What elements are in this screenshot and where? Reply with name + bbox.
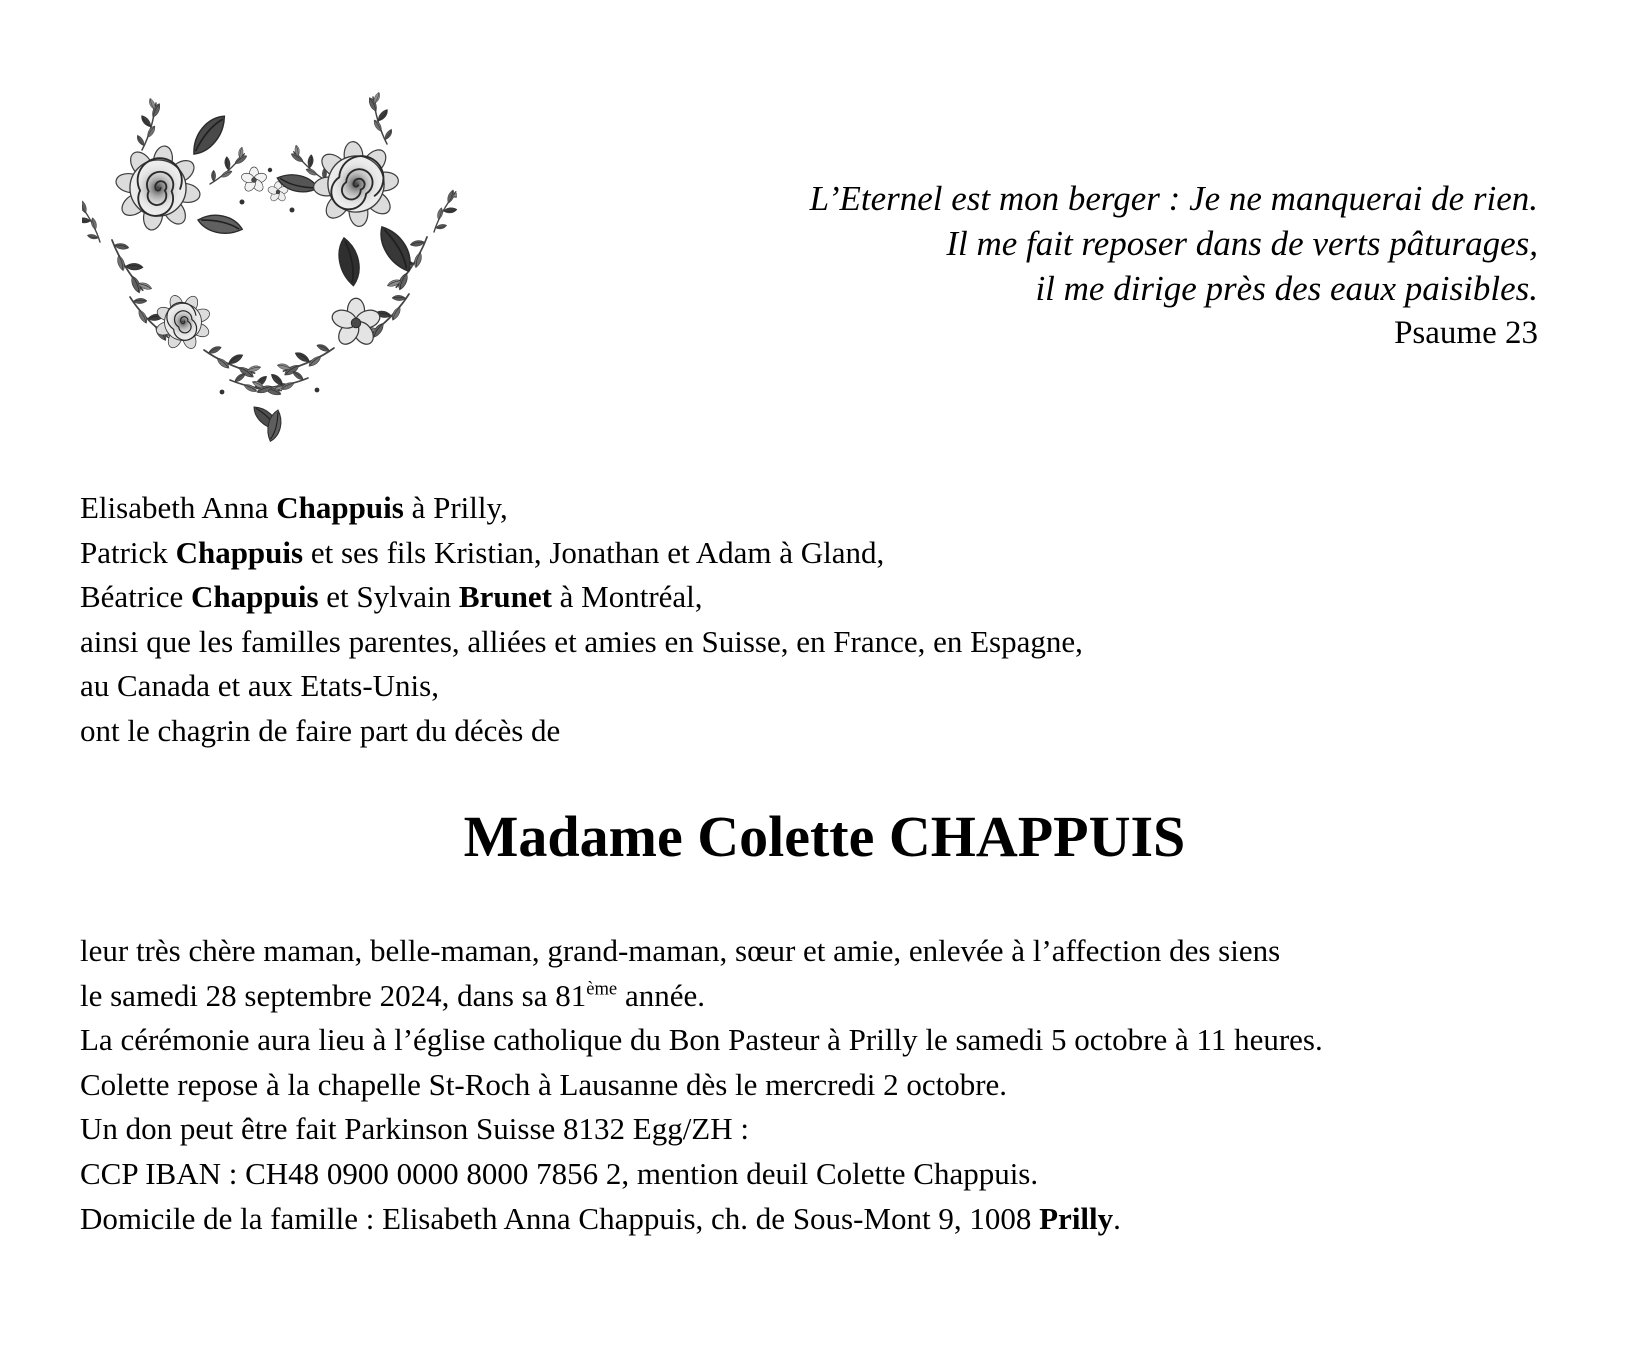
text-line: CCP IBAN : CH48 0900 0000 8000 7856 2, mention deuil Colette Chappuis.	[80, 1155, 1039, 1191]
family-notice	[80, 486, 1083, 753]
deceased-name: Madame Colette CHAPPUIS	[463, 804, 1186, 869]
text-line: au Canada et aux Etats-Unis,	[80, 668, 439, 703]
text-line: il me dirige près des eaux paisibles.	[1035, 269, 1538, 308]
text-line: Un don peut être fait Parkinson Suisse 8132 Egg/ZH :	[80, 1111, 749, 1147]
floral-heart-wreath-icon	[82, 92, 457, 454]
text-line: Colette repose à la chapelle St-Roch à Lausanne dès le mercredi 2 octobre.	[80, 1066, 1008, 1102]
text-line: La cérémonie aura lieu à l’église catholique du Bon Pasteur à Prilly le samedi 5 octobre à 11 heures.	[80, 1022, 1323, 1058]
announcement-details	[80, 929, 1323, 1241]
text-line: L’Eternel est mon berger : Je ne manquerai de rien.	[809, 179, 1538, 218]
text-line: Elisabeth Anna Chappuis à Prilly,	[80, 490, 508, 525]
text-line: le samedi 28 septembre 2024, dans sa 81ème année.	[80, 977, 705, 1013]
psalm-lines	[810, 176, 1538, 311]
text-line: leur très chère maman, belle-maman, grand-maman, sœur et amie, enlevée à l’affection des siens	[80, 933, 1281, 968]
psalm-quote	[810, 176, 1538, 356]
psalm-attribution: Psaume 23	[1394, 315, 1538, 351]
text-line: Béatrice Chappuis et Sylvain Brunet à Montréal,	[80, 579, 703, 614]
floral-heart-wreath-image	[82, 92, 457, 454]
text-line: Patrick Chappuis et ses fils Kristian, Jonathan et Adam à Gland,	[80, 534, 885, 570]
text-line: ainsi que les familles parentes, alliées et amies en Suisse, en France, en Espagne,	[80, 623, 1083, 659]
text-line: Il me fait reposer dans de verts pâturages,	[946, 224, 1538, 263]
text-line: ont le chagrin de faire part du décès de	[80, 712, 561, 748]
text-line: Domicile de la famille : Elisabeth Anna Chappuis, ch. de Sous-Mont 9, 1008 Prilly.	[80, 1200, 1121, 1236]
